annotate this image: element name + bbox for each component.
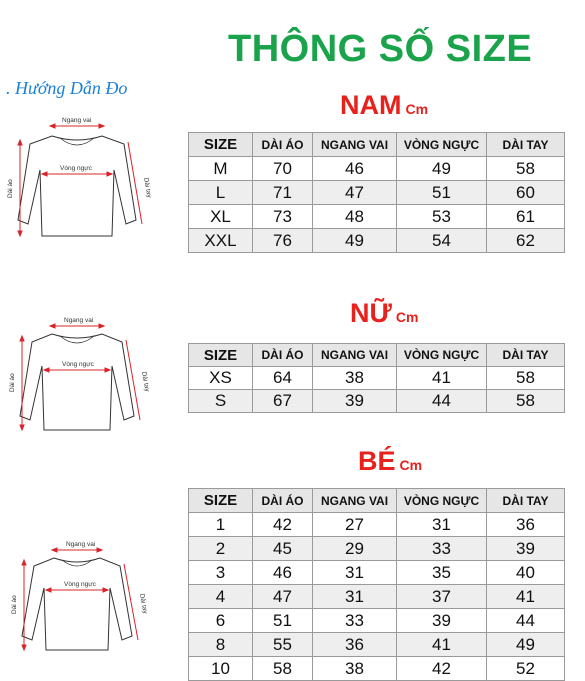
table-row xyxy=(189,229,565,253)
measure-cell: 55 xyxy=(253,633,313,657)
measure-cell: 64 xyxy=(253,367,313,390)
measure-cell: 33 xyxy=(313,609,397,633)
label-chest: Vòng ngực xyxy=(62,361,94,368)
label-length: Dài áo xyxy=(7,179,14,198)
measure-cell: 42 xyxy=(397,657,487,681)
unit-label-nu: Cm xyxy=(395,309,419,325)
measure-cell: 48 xyxy=(313,205,397,229)
column-header: SIZE xyxy=(189,344,253,367)
measure-cell: 27 xyxy=(313,513,397,537)
size-cell: 3 xyxy=(189,561,253,585)
label-shoulder: Ngang vai xyxy=(64,317,94,324)
shirt-diagram-men xyxy=(2,112,152,252)
table-row xyxy=(189,537,565,561)
table-row xyxy=(189,513,565,537)
measure-cell: 58 xyxy=(487,367,565,390)
size-cell: 4 xyxy=(189,585,253,609)
table-row xyxy=(189,633,565,657)
table-row xyxy=(189,390,565,413)
size-table-be xyxy=(188,488,565,681)
size-cell: 2 xyxy=(189,537,253,561)
table-row xyxy=(189,657,565,681)
label-length: Dài áo xyxy=(11,595,18,614)
measure-cell: 36 xyxy=(487,513,565,537)
section-label-nu: NỮ xyxy=(350,298,392,328)
measure-cell: 51 xyxy=(253,609,313,633)
measure-cell: 71 xyxy=(253,181,313,205)
measure-cell: 58 xyxy=(253,657,313,681)
column-header: DÀI TAY xyxy=(487,133,565,157)
size-cell: 8 xyxy=(189,633,253,657)
measure-cell: 49 xyxy=(487,633,565,657)
column-header: DÀI TAY xyxy=(487,344,565,367)
size-cell: XL xyxy=(189,205,253,229)
unit-label-be: Cm xyxy=(399,457,423,473)
size-cell: S xyxy=(189,390,253,413)
shirt-diagram-kids xyxy=(2,536,152,662)
size-cell: 1 xyxy=(189,513,253,537)
shirt-diagram-women xyxy=(2,312,152,442)
measure-cell: 39 xyxy=(397,609,487,633)
measure-cell: 73 xyxy=(253,205,313,229)
measure-cell: 33 xyxy=(397,537,487,561)
label-sleeve: Dài tay xyxy=(138,593,149,615)
shirt-outline-icon xyxy=(20,334,134,430)
table-row xyxy=(189,585,565,609)
measure-cell: 44 xyxy=(487,609,565,633)
measure-cell: 52 xyxy=(487,657,565,681)
measure-cell: 41 xyxy=(397,633,487,657)
size-table-nu xyxy=(188,343,565,413)
measure-cell: 35 xyxy=(397,561,487,585)
measure-cell: 38 xyxy=(313,367,397,390)
measure-cell: 46 xyxy=(253,561,313,585)
measure-cell: 53 xyxy=(397,205,487,229)
column-header: SIZE xyxy=(189,489,253,513)
shirt-outline-icon xyxy=(22,558,132,650)
table-header-row xyxy=(189,344,565,367)
measure-cell: 29 xyxy=(313,537,397,561)
column-header: NGANG VAI xyxy=(313,489,397,513)
table-header-row xyxy=(189,489,565,513)
size-cell: L xyxy=(189,181,253,205)
measure-cell: 58 xyxy=(487,390,565,413)
measure-cell: 41 xyxy=(397,367,487,390)
measure-cell: 42 xyxy=(253,513,313,537)
section-label-be: BÉ xyxy=(358,446,396,476)
size-cell: XXL xyxy=(189,229,253,253)
column-header: DÀI ÁO xyxy=(253,489,313,513)
measure-cell: 41 xyxy=(487,585,565,609)
measure-cell: 46 xyxy=(313,157,397,181)
shirt-outline-icon xyxy=(18,136,136,236)
measure-cell: 54 xyxy=(397,229,487,253)
measure-cell: 45 xyxy=(253,537,313,561)
measure-cell: 39 xyxy=(313,390,397,413)
measure-cell: 39 xyxy=(487,537,565,561)
table-header-row xyxy=(189,133,565,157)
size-table-nam xyxy=(188,132,565,253)
measure-cell: 47 xyxy=(313,181,397,205)
label-shoulder: Ngang vai xyxy=(62,117,92,124)
column-header: VÒNG NGỰC xyxy=(397,344,487,367)
column-header: DÀI ÁO xyxy=(253,133,313,157)
measure-cell: 60 xyxy=(487,181,565,205)
column-header: VÒNG NGỰC xyxy=(397,133,487,157)
size-cell: XS xyxy=(189,367,253,390)
section-label-nam: NAM xyxy=(340,90,402,120)
measure-cell: 31 xyxy=(397,513,487,537)
measure-cell: 76 xyxy=(253,229,313,253)
section-title-be xyxy=(358,446,422,477)
measure-cell: 31 xyxy=(313,561,397,585)
measure-cell: 67 xyxy=(253,390,313,413)
column-header: DÀI TAY xyxy=(487,489,565,513)
measure-cell: 51 xyxy=(397,181,487,205)
size-cell: 6 xyxy=(189,609,253,633)
table-row xyxy=(189,205,565,229)
measure-cell: 31 xyxy=(313,585,397,609)
label-chest: Vòng ngực xyxy=(64,581,96,588)
column-header: NGANG VAI xyxy=(313,133,397,157)
measure-cell: 49 xyxy=(397,157,487,181)
size-cell: M xyxy=(189,157,253,181)
page-title: THÔNG SỐ SIZE xyxy=(228,28,533,70)
measure-cell: 36 xyxy=(313,633,397,657)
column-header: DÀI ÁO xyxy=(253,344,313,367)
measure-cell: 70 xyxy=(253,157,313,181)
measure-cell: 38 xyxy=(313,657,397,681)
measure-cell: 62 xyxy=(487,229,565,253)
section-title-nam xyxy=(340,90,428,121)
measure-cell: 44 xyxy=(397,390,487,413)
column-header: VÒNG NGỰC xyxy=(397,489,487,513)
table-row xyxy=(189,367,565,390)
label-sleeve: Dài tay xyxy=(142,177,152,199)
measure-guide-label: . Hướng Dẫn Đo xyxy=(6,78,128,98)
measure-cell: 47 xyxy=(253,585,313,609)
table-row xyxy=(189,609,565,633)
table-row xyxy=(189,157,565,181)
measure-cell: 61 xyxy=(487,205,565,229)
label-length: Dài áo xyxy=(9,373,16,392)
measure-cell: 49 xyxy=(313,229,397,253)
measure-cell: 37 xyxy=(397,585,487,609)
table-row xyxy=(189,181,565,205)
label-shoulder: Ngang vai xyxy=(66,541,96,548)
unit-label-nam: Cm xyxy=(405,101,429,117)
label-chest: Vòng ngực xyxy=(60,165,92,172)
label-sleeve: Dài tay xyxy=(140,371,151,393)
size-cell: 10 xyxy=(189,657,253,681)
table-row xyxy=(189,561,565,585)
column-header: NGANG VAI xyxy=(313,344,397,367)
measure-cell: 40 xyxy=(487,561,565,585)
section-title-nu xyxy=(350,298,418,329)
column-header: SIZE xyxy=(189,133,253,157)
measure-cell: 58 xyxy=(487,157,565,181)
